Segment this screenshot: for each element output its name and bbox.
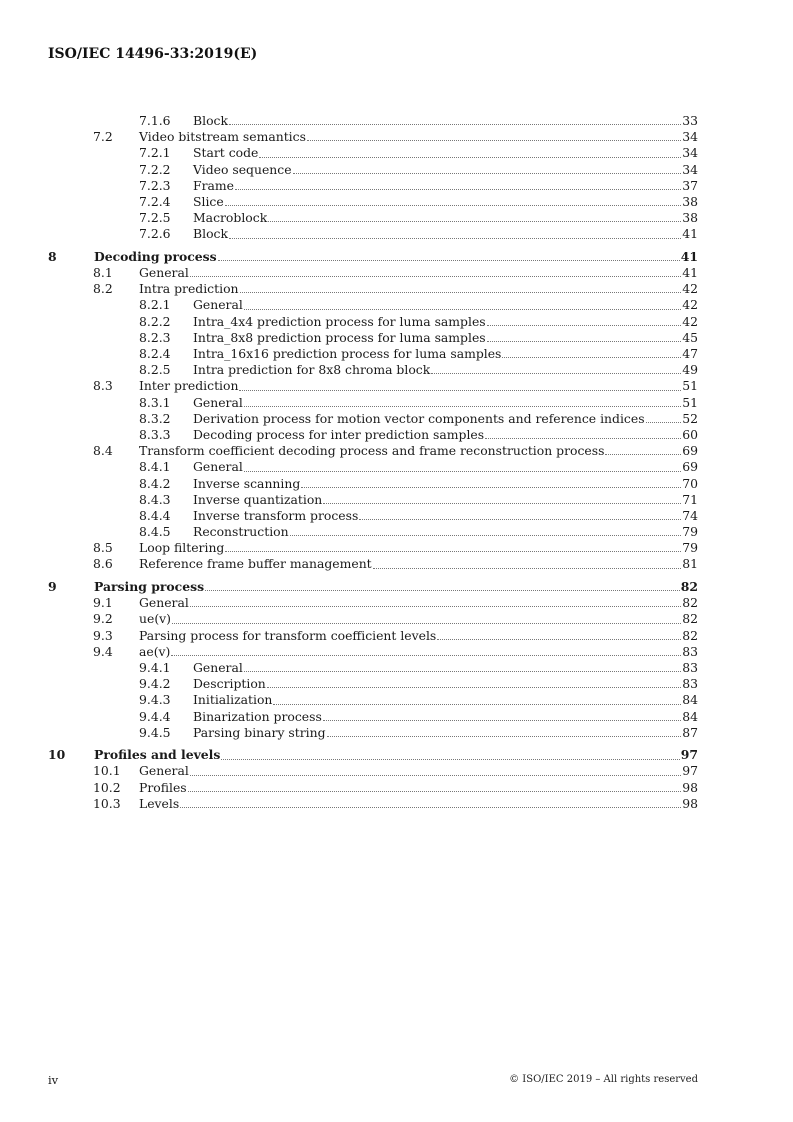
dot-leader — [273, 703, 681, 705]
toc-entry[interactable] — [48, 194, 698, 210]
toc-entry[interactable] — [48, 265, 698, 281]
toc-entry[interactable] — [48, 145, 698, 161]
toc-entry-page: 81 — [682, 556, 698, 572]
dot-leader — [205, 589, 680, 591]
document-header: ISO/IEC 14496-33:2019(E) — [48, 46, 258, 62]
toc-entry[interactable] — [48, 281, 698, 297]
toc-entry[interactable] — [48, 644, 698, 660]
toc-entry-page: 51 — [682, 394, 698, 410]
toc-entry-page: 70 — [682, 475, 698, 491]
toc-entry-title: Parsing process for transform coefficient levels — [139, 627, 437, 643]
toc-entry-page: 34 — [682, 161, 698, 177]
dot-leader — [190, 275, 681, 277]
dot-leader — [244, 405, 681, 407]
toc-entry-number: 8.3.3 — [139, 426, 171, 442]
toc-entry-title: Frame — [193, 177, 234, 193]
toc-entry[interactable] — [48, 725, 698, 741]
dot-leader — [431, 372, 681, 374]
toc-entry-title: Block — [193, 113, 228, 128]
dot-leader — [188, 790, 682, 792]
toc-entry-number: 8.4 — [93, 443, 113, 459]
toc-entry-number: 9.1 — [93, 595, 113, 611]
dot-leader — [502, 356, 681, 358]
dot-leader — [307, 139, 681, 141]
dot-leader — [218, 259, 680, 261]
toc-entry-title: Macroblock — [193, 210, 268, 226]
toc-entry-title: Intra prediction for 8x8 chroma block — [193, 362, 431, 378]
toc-entry-title: General — [193, 297, 243, 313]
toc-entry-page: 98 — [682, 779, 698, 795]
toc-entry[interactable] — [48, 524, 698, 540]
toc-entry[interactable] — [48, 378, 698, 394]
dot-leader — [172, 622, 681, 624]
toc-entry-number: 9.3 — [93, 627, 113, 643]
toc-entry-title: Binarization process — [193, 708, 322, 724]
dot-leader — [293, 172, 682, 174]
toc-entry-page: 37 — [682, 177, 698, 193]
toc-entry-number: 8.2.5 — [139, 362, 171, 378]
dot-leader — [229, 123, 681, 125]
dot-leader — [359, 518, 681, 520]
toc-entry[interactable] — [48, 692, 698, 708]
toc-entry-number: 9.4 — [93, 643, 113, 659]
toc-entry-number: 7.2.6 — [139, 226, 171, 242]
toc-entry[interactable] — [48, 492, 698, 508]
toc-entry[interactable] — [48, 210, 698, 226]
toc-entry-number: 7.2.1 — [139, 145, 171, 161]
toc-entry-number: 9.4.1 — [139, 659, 171, 675]
toc-entry[interactable] — [48, 611, 698, 627]
toc-entry-title: Loop filtering — [139, 540, 225, 556]
dot-leader — [373, 567, 682, 569]
toc-entry-page: 87 — [682, 724, 698, 740]
dot-leader — [267, 686, 681, 688]
toc-entry[interactable] — [48, 476, 698, 492]
toc-entry-title: General — [193, 459, 243, 475]
toc-entry-page: 69 — [682, 459, 698, 475]
toc-entry-title: Profiles and levels — [94, 747, 221, 763]
toc-entry[interactable] — [48, 249, 698, 265]
dot-leader — [229, 237, 681, 239]
toc-entry-page: 98 — [682, 795, 698, 811]
dot-leader — [239, 389, 681, 391]
dot-leader — [323, 502, 681, 504]
dot-leader — [605, 453, 681, 455]
toc-entry-number: 8.4.5 — [139, 524, 171, 540]
dot-leader — [171, 654, 681, 656]
dot-leader — [180, 806, 681, 808]
dot-leader — [301, 486, 681, 488]
toc-entry[interactable] — [48, 747, 698, 763]
toc-entry[interactable] — [48, 113, 698, 129]
toc-entry-number: 10.1 — [93, 763, 121, 779]
dot-leader — [646, 421, 682, 423]
toc-entry-number: 9.4.4 — [139, 708, 171, 724]
toc-entry[interactable] — [48, 395, 698, 411]
toc-entry[interactable] — [48, 178, 698, 194]
toc-entry[interactable] — [48, 540, 698, 556]
toc-entry-title: General — [139, 763, 189, 779]
toc-entry[interactable] — [48, 556, 698, 572]
toc-entry[interactable] — [48, 508, 698, 524]
toc-entry-page: 82 — [682, 611, 698, 627]
toc-entry-title: Parsing binary string — [193, 724, 326, 740]
toc-entry-page: 82 — [682, 595, 698, 611]
table-of-contents — [48, 113, 698, 812]
dot-leader — [268, 220, 681, 222]
dot-leader — [244, 670, 681, 672]
toc-entry-page: 34 — [682, 129, 698, 145]
toc-entry-title: General — [139, 265, 189, 281]
toc-entry-number: 8.5 — [93, 540, 113, 556]
dot-leader — [190, 605, 681, 607]
toc-entry[interactable] — [48, 780, 698, 796]
toc-entry[interactable] — [48, 443, 698, 459]
toc-entry-title: Intra_16x16 prediction process for luma samples — [193, 346, 502, 362]
toc-entry-title: Reconstruction — [193, 524, 289, 540]
toc-entry-title: Profiles — [139, 779, 187, 795]
toc-entry[interactable] — [48, 709, 698, 725]
toc-entry-number: 8.2.2 — [139, 313, 171, 329]
toc-entry-page: 45 — [682, 329, 698, 345]
toc-entry-page: 82 — [682, 627, 698, 643]
toc-entry-number: 9 — [48, 579, 57, 595]
dot-leader — [244, 308, 681, 310]
toc-entry-page: 84 — [682, 692, 698, 708]
toc-entry[interactable] — [48, 314, 698, 330]
toc-entry-page: 41 — [682, 226, 698, 242]
toc-entry-title: Slice — [193, 193, 224, 209]
dot-leader — [290, 534, 682, 536]
toc-entry-page: 49 — [682, 362, 698, 378]
toc-entry-page: 52 — [682, 410, 698, 426]
toc-entry-page: 42 — [682, 313, 698, 329]
toc-entry-page: 97 — [680, 747, 698, 763]
toc-entry[interactable] — [48, 162, 698, 178]
toc-entry-number: 8.4.2 — [139, 475, 171, 491]
toc-entry-number: 9.4.2 — [139, 676, 171, 692]
toc-entry[interactable] — [48, 763, 698, 779]
toc-entry[interactable] — [48, 427, 698, 443]
dot-leader — [190, 774, 681, 776]
toc-entry-number: 8.2.4 — [139, 346, 171, 362]
toc-entry-title: Start code — [193, 145, 259, 161]
toc-entry-number: 10 — [48, 747, 66, 763]
dot-leader — [485, 437, 681, 439]
toc-entry-page: 42 — [682, 297, 698, 313]
toc-entry-number: 8.3.1 — [139, 394, 171, 410]
toc-entry-number: 7.2.3 — [139, 177, 171, 193]
toc-entry-title: Video bitstream semantics — [139, 129, 306, 145]
dot-leader — [221, 758, 679, 760]
toc-entry-page: 51 — [682, 378, 698, 394]
toc-entry-title: Block — [193, 226, 228, 242]
toc-entry[interactable] — [48, 579, 698, 595]
footer-page-number: iv — [48, 1073, 59, 1087]
toc-entry-page: 41 — [680, 248, 698, 264]
toc-entry-title: ue(v) — [139, 611, 171, 627]
toc-entry-page: 74 — [682, 507, 698, 523]
toc-entry-page: 79 — [682, 524, 698, 540]
toc-entry-number: 8.3 — [93, 378, 113, 394]
toc-entry-number: 8.2 — [93, 281, 113, 297]
toc-entry-title: Derivation process for motion vector components and reference indices — [193, 410, 645, 426]
toc-entry-number: 10.3 — [93, 795, 121, 811]
toc-entry[interactable] — [48, 226, 698, 242]
toc-entry-title: Inter prediction — [139, 378, 239, 394]
toc-entry[interactable] — [48, 330, 698, 346]
toc-entry-page: 69 — [682, 443, 698, 459]
toc-entry-title: Parsing process — [94, 579, 205, 595]
toc-entry-title: Levels — [139, 795, 180, 811]
toc-entry-title: Decoding process for inter prediction samples — [193, 426, 485, 442]
toc-entry-page: 83 — [682, 643, 698, 659]
toc-entry-page: 82 — [680, 579, 698, 595]
toc-entry-title: Decoding process — [94, 248, 217, 264]
toc-entry[interactable] — [48, 796, 698, 812]
toc-entry-title: General — [139, 595, 189, 611]
toc-entry-page: 41 — [682, 265, 698, 281]
toc-entry-number: 7.1.6 — [139, 113, 171, 128]
toc-entry-title: ae(v) — [139, 643, 171, 659]
toc-entry[interactable] — [48, 411, 698, 427]
footer-copyright: © ISO/IEC 2019 – All rights reserved — [509, 1074, 698, 1085]
toc-entry-page: 47 — [682, 346, 698, 362]
toc-entry-number: 9.2 — [93, 611, 113, 627]
toc-entry-page: 79 — [682, 540, 698, 556]
dot-leader — [437, 638, 681, 640]
toc-entry-title: Intra_8x8 prediction process for luma samples — [193, 329, 486, 345]
toc-entry-number: 8.6 — [93, 556, 113, 572]
dot-leader — [240, 291, 682, 293]
toc-entry-page: 34 — [682, 145, 698, 161]
dot-leader — [487, 340, 682, 342]
toc-entry[interactable] — [48, 660, 698, 676]
toc-entry[interactable] — [48, 362, 698, 378]
toc-entry-number: 7.2.5 — [139, 210, 171, 226]
toc-entry[interactable] — [48, 297, 698, 313]
toc-entry[interactable] — [48, 628, 698, 644]
toc-entry-number: 8 — [48, 248, 57, 264]
toc-entry-number: 9.4.5 — [139, 724, 171, 740]
toc-entry-title: Intra prediction — [139, 281, 239, 297]
toc-entry-number: 8.2.1 — [139, 297, 171, 313]
toc-entry-title: General — [193, 394, 243, 410]
toc-entry-number: 9.4.3 — [139, 692, 171, 708]
toc-entry[interactable] — [48, 676, 698, 692]
toc-entry-number: 7.2.2 — [139, 161, 171, 177]
dot-leader — [244, 470, 681, 472]
dot-leader — [259, 156, 681, 158]
toc-entry-title: Initialization — [193, 692, 273, 708]
toc-entry-title: Reference frame buffer management — [139, 556, 372, 572]
toc-entry-number: 7.2.4 — [139, 193, 171, 209]
toc-entry-title: Inverse scanning — [193, 475, 301, 491]
toc-entry-page: 38 — [682, 193, 698, 209]
toc-entry[interactable] — [48, 595, 698, 611]
toc-entry-page: 97 — [682, 763, 698, 779]
toc-entry-number: 8.4.4 — [139, 507, 171, 523]
toc-entry[interactable] — [48, 459, 698, 475]
toc-entry-page: 84 — [682, 708, 698, 724]
dot-leader — [235, 188, 681, 190]
toc-entry-number: 8.1 — [93, 265, 113, 281]
toc-entry-page: 71 — [682, 491, 698, 507]
toc-entry-title: Intra_4x4 prediction process for luma samples — [193, 313, 486, 329]
toc-entry-title: Inverse quantization — [193, 491, 323, 507]
dot-leader — [225, 204, 682, 206]
dot-leader — [323, 719, 681, 721]
dot-leader — [327, 735, 682, 737]
toc-entry-title: Inverse transform process — [193, 507, 359, 523]
toc-entry-title: General — [193, 659, 243, 675]
toc-entry-number: 10.2 — [93, 779, 121, 795]
toc-entry-page: 83 — [682, 659, 698, 675]
toc-entry-number: 7.2 — [93, 129, 113, 145]
toc-entry-number: 8.2.3 — [139, 329, 171, 345]
toc-entry-title: Transform coefficient decoding process and frame reconstruction process — [139, 443, 605, 459]
toc-entry[interactable] — [48, 129, 698, 145]
dot-leader — [487, 324, 682, 326]
toc-entry-title: Description — [193, 676, 266, 692]
toc-entry-page: 42 — [682, 281, 698, 297]
toc-entry-number: 8.4.1 — [139, 459, 171, 475]
toc-entry-number: 8.4.3 — [139, 491, 171, 507]
toc-entry-page: 38 — [682, 210, 698, 226]
toc-entry-page: 83 — [682, 676, 698, 692]
toc-entry-title: Video sequence — [193, 161, 292, 177]
toc-entry-page: 60 — [682, 426, 698, 442]
toc-entry-page: 33 — [682, 113, 698, 128]
toc-entry-number: 8.3.2 — [139, 410, 171, 426]
dot-leader — [225, 550, 681, 552]
toc-entry[interactable] — [48, 346, 698, 362]
